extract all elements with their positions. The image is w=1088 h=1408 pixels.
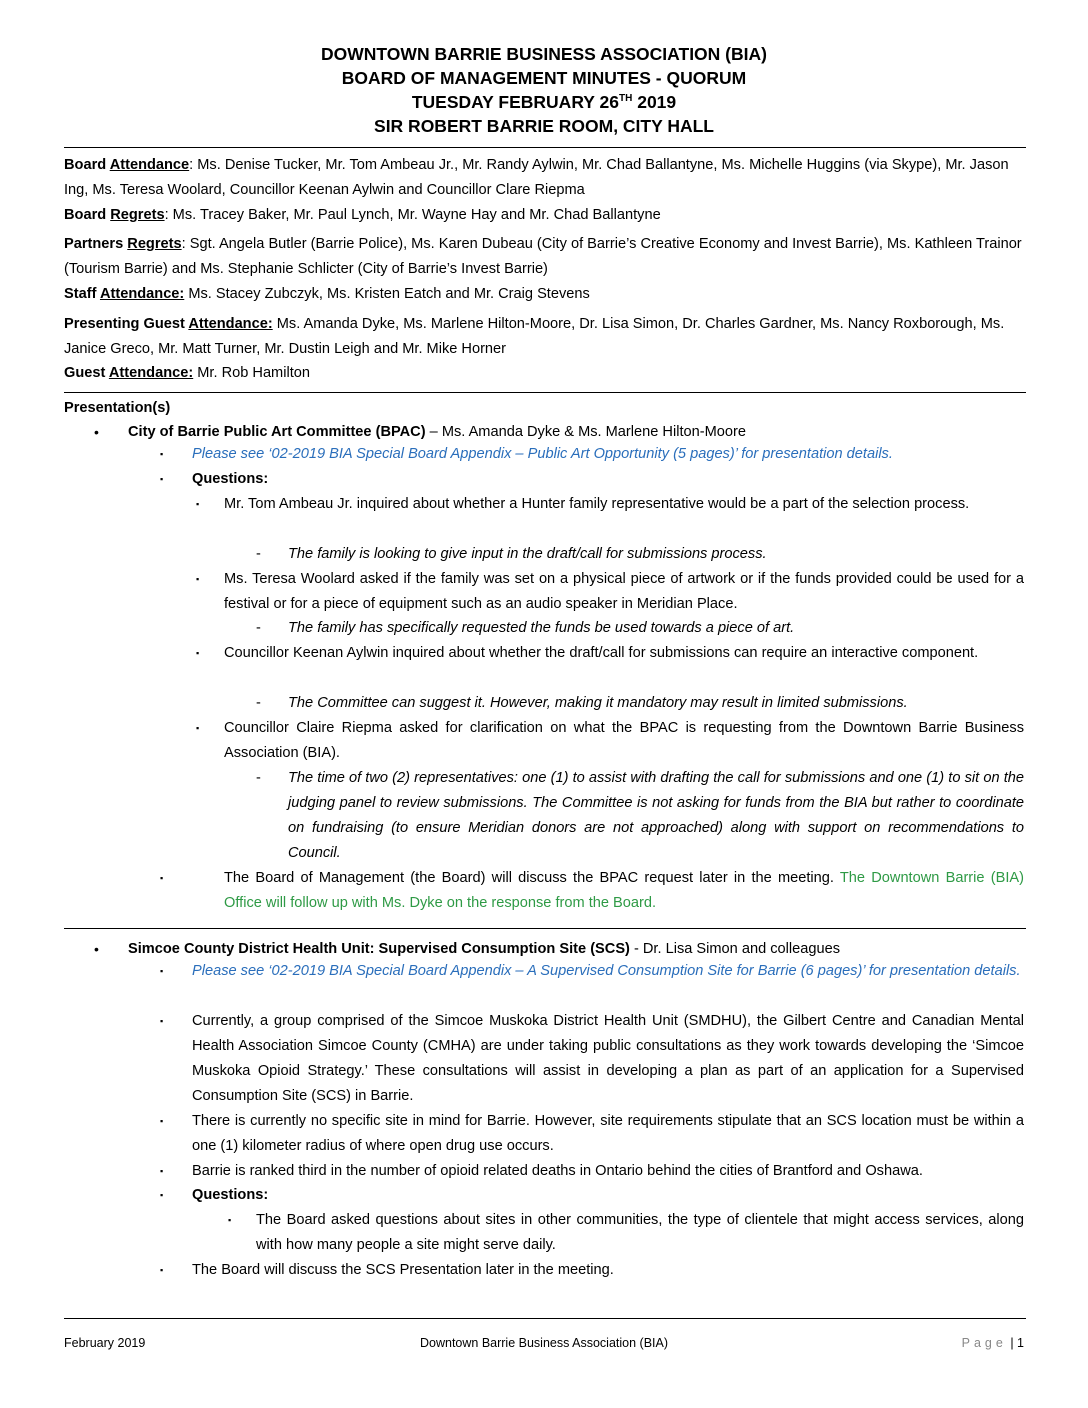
scs-questions-label: Questions: [192,1187,269,1203]
footer-date: February 2019 [64,1336,146,1350]
board-regrets: Board Regrets: Ms. Tracey Baker, Mr. Paul Lynch, Mr. Wayne Hay and Mr. Chad Ballantyne [64,207,661,223]
square-bullet-icon: ▪ [160,1265,164,1275]
bpac-action-item: The Downtown Barrie (BIA) Office will follow up with Ms. Dyke on the response from the Board. [224,870,1024,911]
header-location: SIR ROBERT BARRIE ROOM, CITY HALL [374,116,714,136]
bullet-icon: • [94,424,99,440]
dash-bullet-icon: - [256,770,261,786]
square-bullet-icon: ▪ [160,873,164,883]
bpac-answer-4: The time of two (2) representatives: one (1) to assist with drafting the call for submissions and one (1) to sit on the judging panel to review submissions. The Committee is not asking for funds from the BIA but rather to coordinate on fundraising (to ensure Meridian donors are not approached) along with support on recommendations to Council. [288,770,1024,861]
scs-paragraph-4: The Board will discuss the SCS Presentation later in the meeting. [192,1262,614,1278]
scs-paragraph-2: There is currently no specific site in mind for Barrie. However, site requirements stipulate that an SCS location must be within a one (1) kilometer radius of where open drug use occurs. [192,1113,1024,1154]
square-bullet-icon: ▪ [160,1166,164,1176]
bpac-board-note: The Board of Management (the Board) will discuss the BPAC request later in the meeting. The Downtown Barrie (BIA) Office will follow up with Ms. Dyke on the response from the Board. [224,870,1024,911]
bpac-title: City of Barrie Public Art Committee (BPAC) – Ms. Amanda Dyke & Ms. Marlene Hilton-Moore [128,424,746,440]
bpac-question-2: Ms. Teresa Woolard asked if the family was set on a physical piece of artwork or if the funds provided could be used for a festival or for a piece of equipment such as an audio speaker in Meridian Place. [224,571,1024,612]
bpac-answer-1: The family is looking to give input in the draft/call for submissions process. [288,546,767,562]
bpac-appendix-note: Please see ‘02-2019 BIA Special Board Appendix – Public Art Opportunity (5 pages)’ for presentation details. [192,446,893,462]
board-attendance: Board Attendance: Ms. Denise Tucker, Mr. Tom Ambeau Jr., Mr. Randy Aylwin, Mr. Chad Ballantyne, Ms. Michelle Huggins (via Skype), Mr. Jason Ing, Ms. Teresa Woolard, Councillor Keenan Aylwin and Councillor Clare Riepma [64,157,1009,198]
bullet-icon: • [94,941,99,957]
bpac-answer-3: The Committee can suggest it. However, making it mandatory may result in limited submissions. [288,695,908,711]
header-meeting-type: BOARD OF MANAGEMENT MINUTES - QUORUM [341,68,747,88]
presenting-guest-attendance: Presenting Guest Attendance: Ms. Amanda Dyke, Ms. Marlene Hilton-Moore, Dr. Lisa Simon, Dr. Charles Gardner, Ms. Nancy Roxborough, Ms. Janice Greco, Mr. Matt Turner, Mr. Dustin Leigh and Mr. Mike Horner [64,316,1005,357]
scs-question-1: The Board asked questions about sites in other communities, the type of clientele that might access services, along with how many people a site might serve daily. [256,1212,1024,1253]
square-bullet-icon: ▪ [196,723,200,733]
square-bullet-icon: ▪ [228,1215,232,1225]
dash-bullet-icon: - [256,620,261,636]
square-bullet-icon: ▪ [160,966,164,976]
presentations-heading: Presentation(s) [64,400,171,416]
staff-attendance: Staff Attendance: Ms. Stacey Zubczyk, Ms. Kristen Eatch and Mr. Craig Stevens [64,286,590,302]
bpac-question-4: Councillor Claire Riepma asked for clarification on what the BPAC is requesting from the Downtown Barrie Business Association (BIA). [224,720,1024,761]
footer-divider [64,1318,1026,1319]
header-organization: DOWNTOWN BARRIE BUSINESS ASSOCIATION (BIA) [321,44,767,64]
footer-page-number: Page | 1 [961,1336,1024,1350]
attendance-divider [64,392,1026,393]
bpac-answer-2: The family has specifically requested the funds be used towards a piece of art. [288,620,795,636]
scs-paragraph-3: Barrie is ranked third in the number of opioid related deaths in Ontario behind the cities of Brantford and Oshawa. [192,1163,923,1179]
partners-regrets: Partners Regrets: Sgt. Angela Butler (Barrie Police), Ms. Karen Dubeau (City of Barrie’s Creative Economy and Invest Barrie), Ms. Kathleen Trainor (Tourism Barrie) and Ms. Stephanie Schlicter (City of Barrie’s Invest Barrie) [64,236,1022,277]
bpac-question-3: Councillor Keenan Aylwin inquired about whether the draft/call for submissions can require an interactive component. [224,645,979,661]
guest-attendance: Guest Attendance: Mr. Rob Hamilton [64,365,310,381]
square-bullet-icon: ▪ [160,1016,164,1026]
dash-bullet-icon: - [256,546,261,562]
square-bullet-icon: ▪ [196,499,200,509]
square-bullet-icon: ▪ [196,574,200,584]
scs-title: Simcoe County District Health Unit: Supervised Consumption Site (SCS) - Dr. Lisa Simon and colleagues [128,941,841,957]
square-bullet-icon: ▪ [160,474,164,484]
scs-appendix-note: Please see ‘02-2019 BIA Special Board Appendix – A Supervised Consumption Site for Barrie (6 pages)’ for presentation details. [192,963,1021,979]
section-divider [64,928,1026,929]
square-bullet-icon: ▪ [160,1116,164,1126]
dash-bullet-icon: - [256,695,261,711]
header-divider [64,147,1026,148]
square-bullet-icon: ▪ [160,1190,164,1200]
footer-organization: Downtown Barrie Business Association (BIA) [419,1336,669,1350]
scs-paragraph-1: Currently, a group comprised of the Simcoe Muskoka District Health Unit (SMDHU), the Gilbert Centre and Canadian Mental Health Association Simcoe County (CMHA) are under taking public consultations as they work towards developing the ‘Simcoe Muskoka Opioid Strategy.’ These consultations will assist in developing a plan as part of an application for a Supervised Consumption Site (SCS) in Barrie. [192,1013,1024,1104]
header-date: TUESDAY FEBRUARY 26TH 2019 [411,92,677,112]
bpac-question-1: Mr. Tom Ambeau Jr. inquired about whether a Hunter family representative would be a part of the selection process. [224,496,970,512]
square-bullet-icon: ▪ [196,648,200,658]
document-header [64,42,1024,138]
bpac-questions-label: Questions: [192,471,269,487]
square-bullet-icon: ▪ [160,449,164,459]
